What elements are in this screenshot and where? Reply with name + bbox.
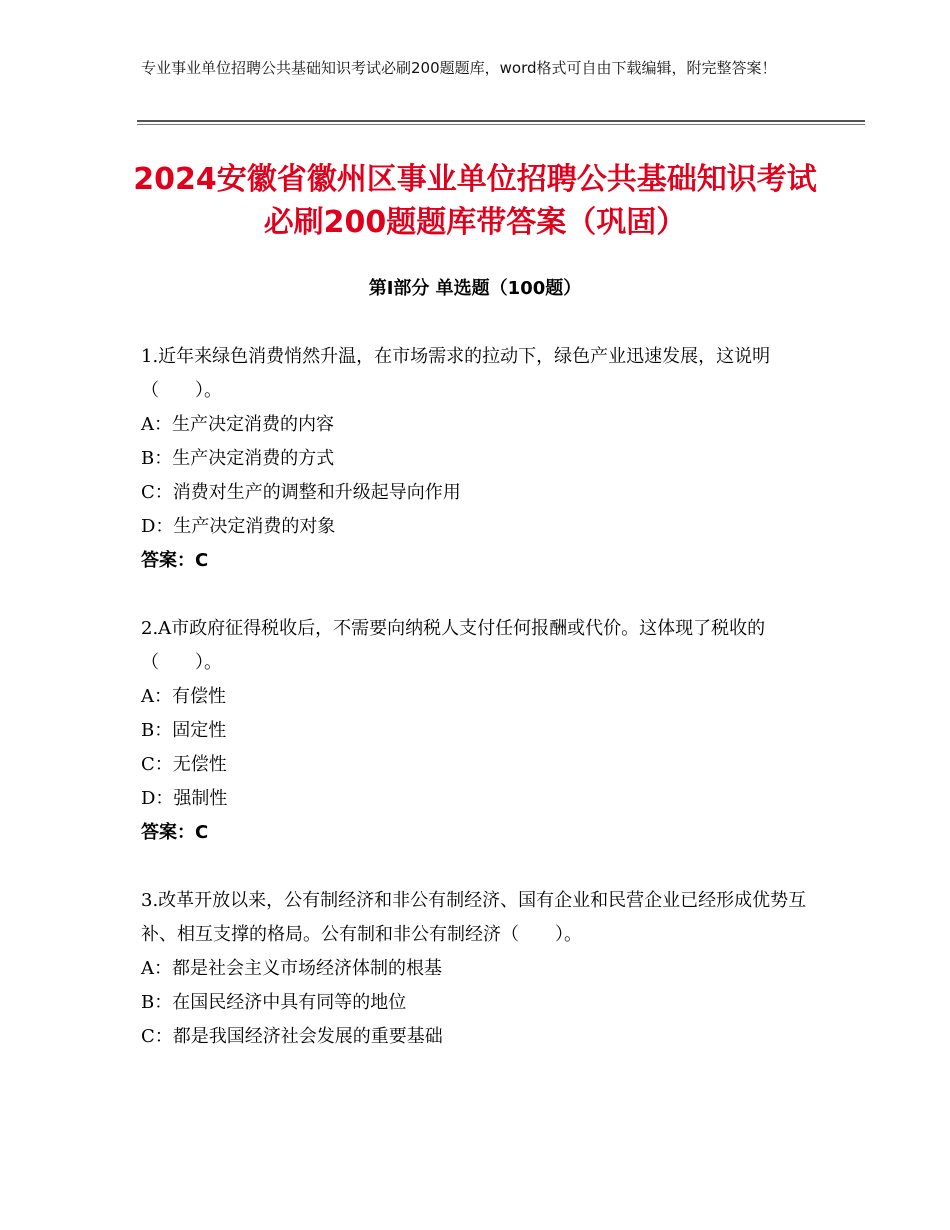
question-list [141, 340, 821, 1088]
answer: 答案：C [141, 550, 209, 571]
question-stem: 2.A市政府征得税收后，不需要向纳税人支付任何报酬或代价。这体现了税收的（ ）。 [141, 618, 766, 673]
option-b: B：生产决定消费的方式 [141, 448, 335, 469]
answer: 答案：C [141, 822, 209, 843]
header-divider [137, 120, 865, 126]
option-d: D：生产决定消费的对象 [141, 516, 336, 537]
document-title: 2024安徽省徽州区事业单位招聘公共基础知识考试必刷200题题库带答案（巩固） [133, 162, 817, 240]
option-b: B：固定性 [141, 720, 227, 741]
option-a: A：有偿性 [141, 686, 226, 707]
question-2 [141, 612, 821, 850]
question-3 [141, 884, 821, 1054]
header-divider-thick [137, 120, 865, 122]
page-header [141, 56, 781, 80]
option-c: C：无偿性 [141, 754, 227, 775]
question-stem: 3.改革开放以来，公有制经济和非公有制经济、国有企业和民营企业已经形成优势互补、相互支撑的格局。公有制和非公有制经济（ ）。 [141, 890, 807, 945]
option-b: B：在国民经济中具有同等的地位 [141, 992, 407, 1013]
section-heading: 第Ⅰ部分 单选题（100题） [368, 278, 582, 299]
question-1 [141, 340, 821, 578]
option-a: A：都是社会主义市场经济体制的根基 [141, 958, 442, 979]
option-d: D：强制性 [141, 788, 228, 809]
option-c: C：都是我国经济社会发展的重要基础 [141, 1026, 443, 1047]
option-a: A：生产决定消费的内容 [141, 414, 334, 435]
header-divider-thin [137, 124, 865, 125]
question-stem: 1.近年来绿色消费悄然升温，在市场需求的拉动下，绿色产业迅速发展，这说明（ ）。 [141, 346, 771, 401]
option-c: C：消费对生产的调整和升级起导向作用 [141, 482, 461, 503]
header-note: 专业事业单位招聘公共基础知识考试必刷200题题库，word格式可自由下载编辑，附完整答案！ [141, 59, 777, 77]
